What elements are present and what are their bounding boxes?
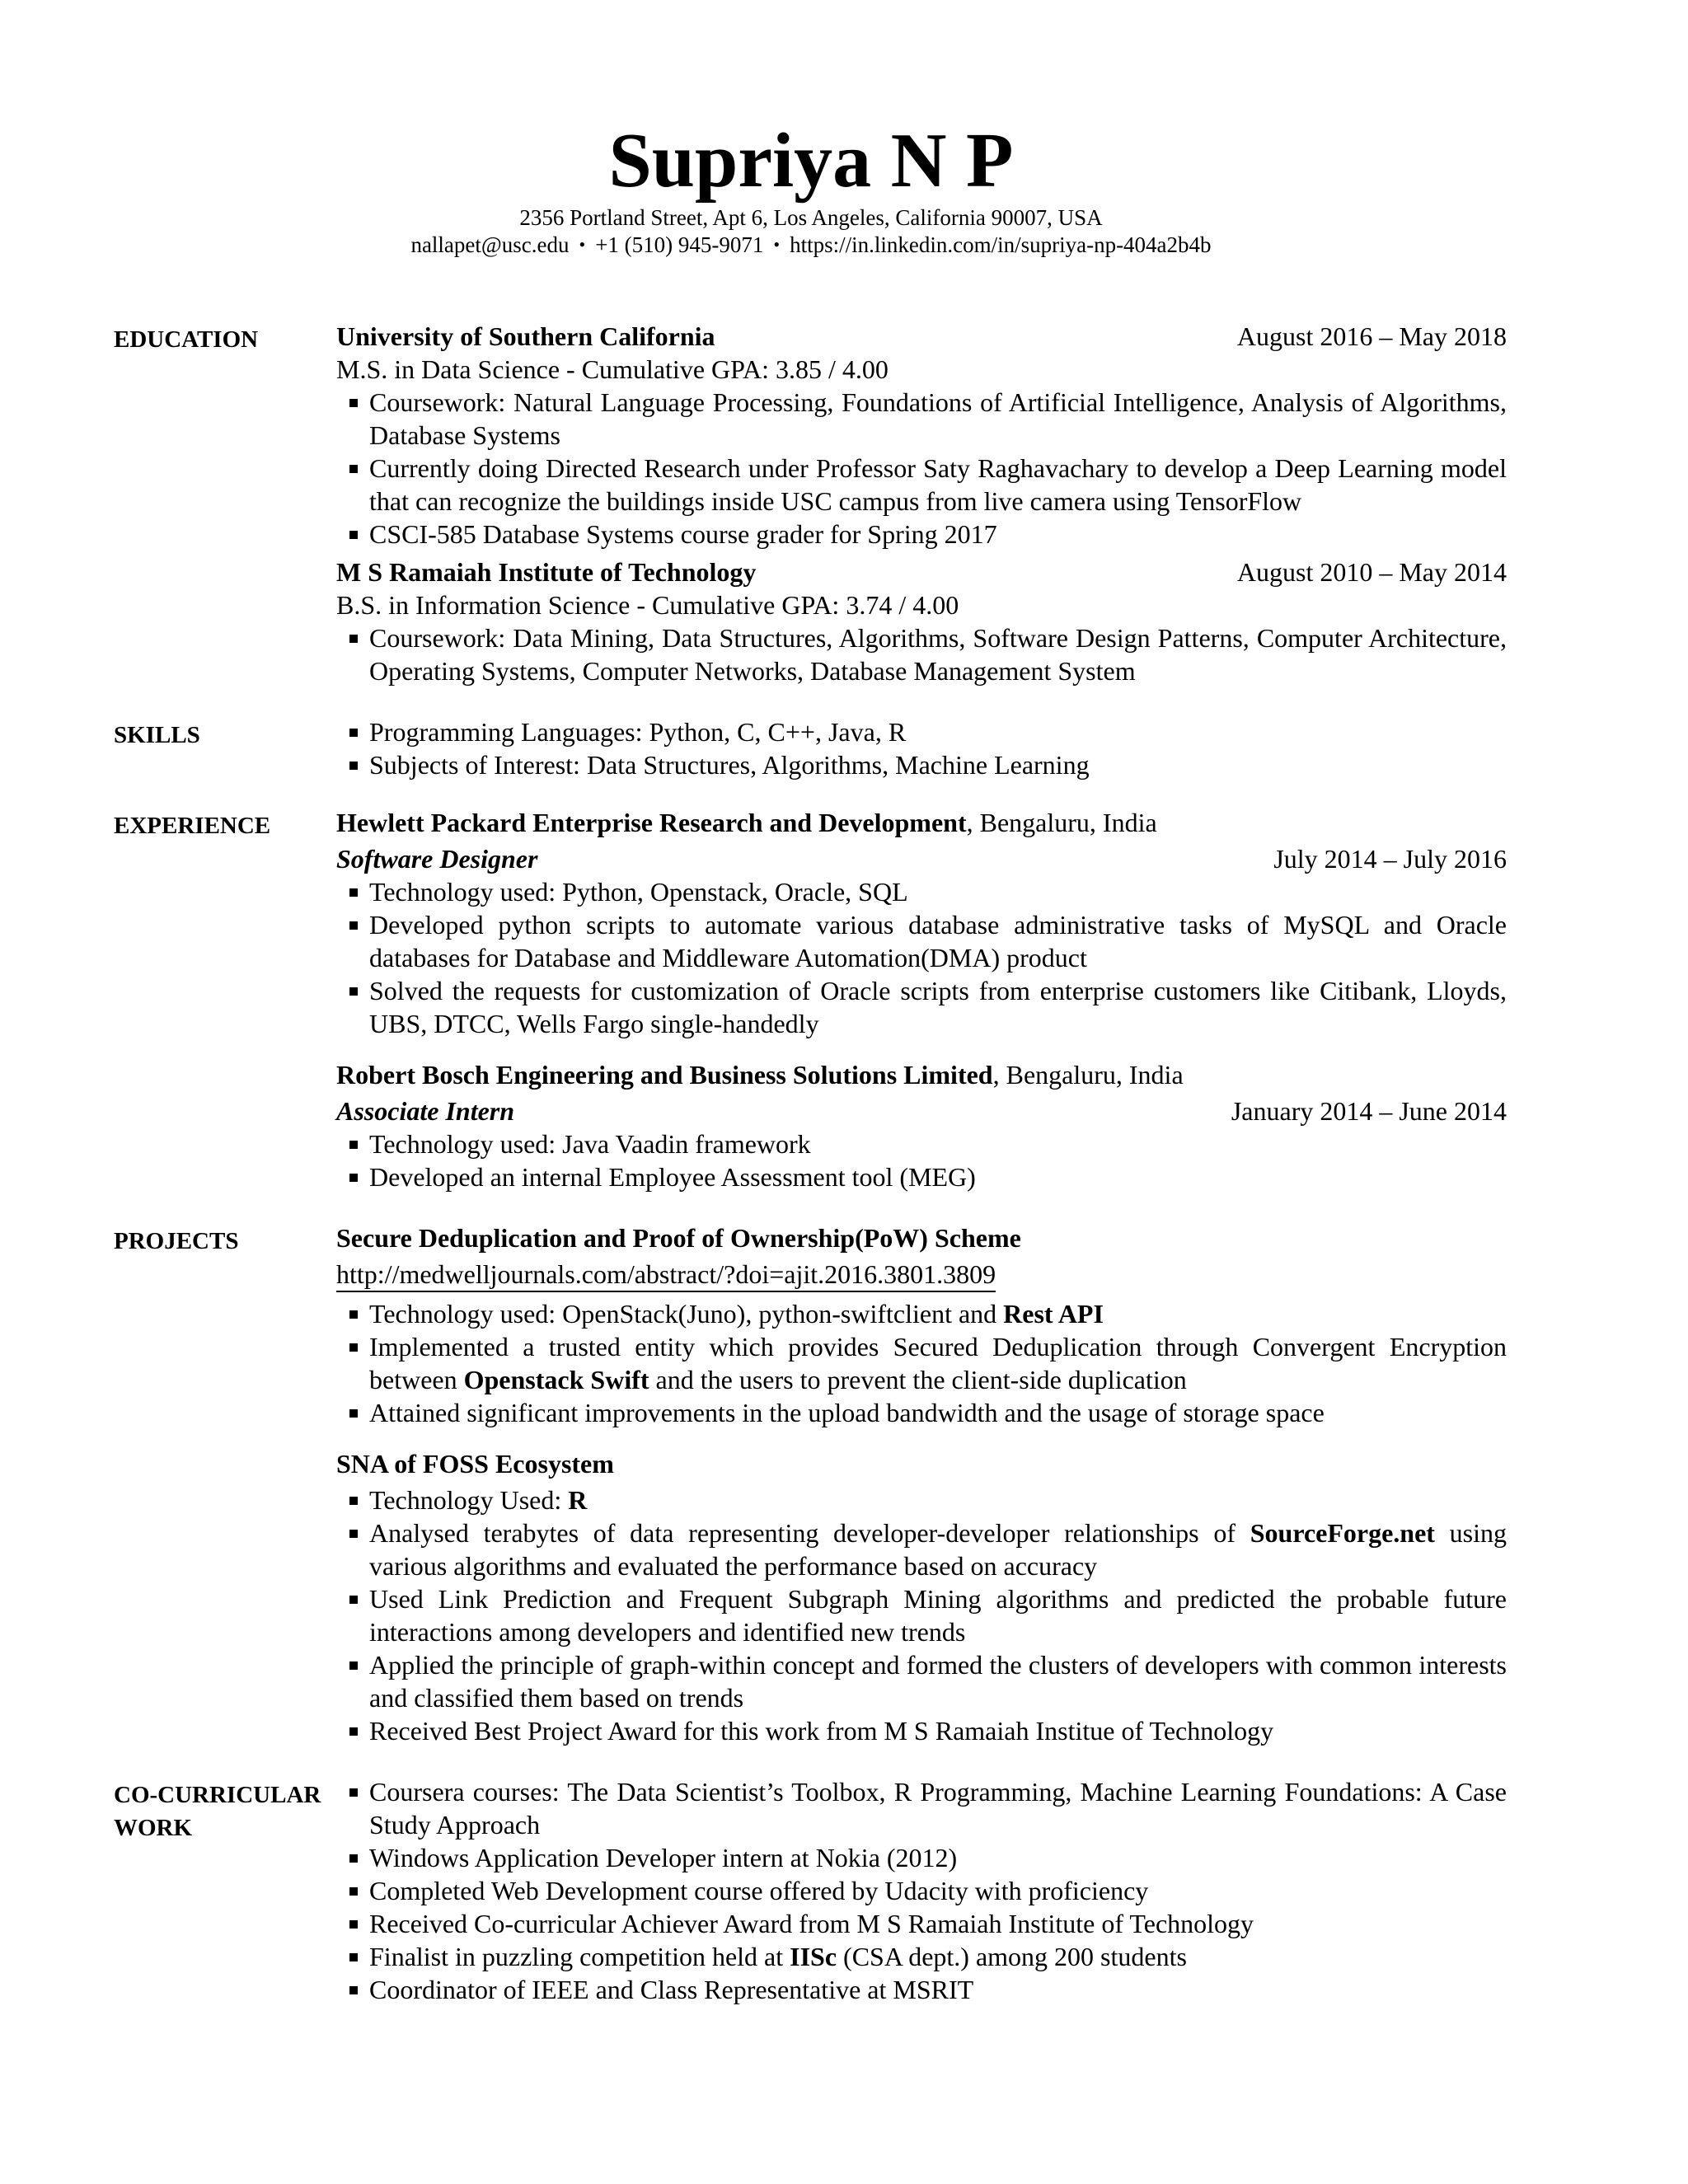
bullet-item: Received Best Project Award for this work from M S Ramaiah Institue of Technology	[336, 1714, 1507, 1747]
section-label-experience: EXPERIENCE	[114, 813, 271, 839]
bullet-text: using various algorithms and evaluated the performance based on accuracy	[369, 1518, 1507, 1581]
experience-body	[336, 806, 1507, 1193]
bullet-item: Completed Web Development course offered by Udacity with proficiency	[336, 1874, 1507, 1907]
section-label-cocurricular	[114, 1779, 345, 1844]
role-header	[336, 842, 1507, 875]
bullet-item: Developed python scripts to automate various database administrative tasks of MySQL and Oracle databases for Database and Middleware Automation(DMA) product	[336, 908, 1507, 974]
bullet-bold-text: R	[568, 1485, 588, 1515]
section-label-education: EDUCATION	[114, 326, 259, 353]
bullet-item: Windows Application Developer intern at Nokia (2012)	[336, 1841, 1507, 1874]
bullet-item	[336, 1940, 1507, 1973]
spacer	[336, 1429, 1507, 1447]
resume-header	[0, 118, 1622, 260]
bullet-text: Technology Used:	[369, 1485, 569, 1515]
date-range: January 2014 – June 2014	[1231, 1096, 1507, 1126]
bullet-item: Technology used: Java Vaadin framework	[336, 1127, 1507, 1160]
linkedin-link[interactable]: https://in.linkedin.com/in/supriya-np-404a2b4b	[790, 232, 1212, 257]
bullet-item	[336, 1297, 1507, 1330]
role-header	[336, 1094, 1507, 1127]
bullet-item: Received Co-curricular Achiever Award from M S Ramaiah Institute of Technology	[336, 1907, 1507, 1940]
degree-line: B.S. in Information Science - Cumulative GPA: 3.74 / 4.00	[336, 590, 959, 620]
email-link[interactable]: nallapet@usc.edu	[410, 232, 570, 257]
spacer	[336, 1040, 1507, 1058]
section-label-skills: SKILLS	[114, 722, 200, 748]
bullet-list	[336, 386, 1507, 551]
institution-name: University of Southern California	[336, 321, 715, 351]
project-link[interactable]: http://medwelljournals.com/abstract/?doi=ajit.2016.3801.3809	[336, 1258, 996, 1292]
bullet-list	[336, 1775, 1507, 2006]
project-title	[336, 1447, 1507, 1483]
bullet-item: Technology used: Python, Openstack, Oracle, SQL	[336, 875, 1507, 908]
projects-body	[336, 1221, 1507, 1747]
company-name: Robert Bosch Engineering and Business Solutions Limited	[336, 1060, 993, 1090]
job-title: Software Designer	[336, 844, 538, 874]
bullet-item: Solved the requests for customization of Oracle scripts from enterprise customers like Citibank, Lloyds, UBS, DTCC, Wells Fargo single-handedly	[336, 974, 1507, 1040]
separator-dot: •	[579, 234, 586, 255]
date-range: August 2016 – May 2018	[1236, 321, 1507, 351]
bullet-bold-text: Openstack Swift	[463, 1365, 649, 1394]
bullet-item	[336, 1516, 1507, 1582]
institution-name: M S Ramaiah Institute of Technology	[336, 557, 757, 587]
bullet-bold-text: IISc	[790, 1942, 837, 1971]
section-label-line: WORK	[114, 1815, 193, 1841]
bullet-list	[336, 875, 1507, 1040]
bullet-item: Subjects of Interest: Data Structures, Algorithms, Machine Learning	[336, 748, 1507, 781]
bullet-text: Finalist in puzzling competition held at	[369, 1942, 790, 1971]
bullet-text: Implemented a trusted entity which provides Secured Deduplication through Convergent Encryption between	[369, 1332, 1507, 1394]
date-range: July 2014 – July 2016	[1273, 844, 1507, 874]
skills-body	[336, 715, 1507, 781]
bullet-text: and the users to prevent the client-side duplication	[649, 1365, 1187, 1394]
bullet-item: Attained significant improvements in the upload bandwidth and the usage of storage space	[336, 1396, 1507, 1429]
bullet-item: Used Link Prediction and Frequent Subgraph Mining algorithms and predicted the probable future interactions among developers and identified new trends	[336, 1582, 1507, 1648]
bullet-item: Currently doing Directed Research under Professor Saty Raghavachary to develop a Deep Learning model that can recognize the buildings inside USC campus from live camera using TensorFlow	[336, 452, 1507, 518]
candidate-name: Supriya N P	[608, 118, 1014, 204]
bullet-bold-text: Rest API	[1003, 1299, 1104, 1329]
bullet-list	[336, 715, 1507, 781]
bullet-item: CSCI-585 Database Systems course grader for Spring 2017	[336, 518, 1507, 551]
bullet-item: Coursework: Natural Language Processing, Foundations of Artificial Intelligence, Analysis of Algorithms, Database Systems	[336, 386, 1507, 452]
bullet-item: Developed an internal Employee Assessment tool (MEG)	[336, 1160, 1507, 1193]
bullet-item: Coordinator of IEEE and Class Representative at MSRIT	[336, 1973, 1507, 2006]
bullet-text: Technology used: OpenStack(Juno), python-swiftclient and	[369, 1299, 1004, 1329]
bullet-item: Coursera courses: The Data Scientist’s Toolbox, R Programming, Machine Learning Foundations: A Case Study Approach	[336, 1775, 1507, 1841]
bullet-list	[336, 1127, 1507, 1193]
bullet-item: Programming Languages: Python, C, C++, Java, R	[336, 715, 1507, 748]
education-body	[336, 320, 1507, 687]
bullet-list	[336, 1483, 1507, 1747]
bullet-item	[336, 1330, 1507, 1396]
phone-number: +1 (510) 945-9071	[595, 232, 764, 257]
bullet-item: Coursework: Data Mining, Data Structures, Algorithms, Software Design Patterns, Computer Architecture, Operating Systems, Computer Networks, Database Management System	[336, 621, 1507, 687]
bullet-item: Applied the principle of graph-within concept and formed the clusters of developers with common interests and classified them based on trends	[336, 1648, 1507, 1714]
bullet-text: (CSA dept.) among 200 students	[837, 1942, 1187, 1971]
project-title-text: Secure Deduplication and Proof of Ownership(PoW) Scheme	[336, 1223, 1021, 1253]
company-name: Hewlett Packard Enterprise Research and Development	[336, 808, 967, 837]
cocurricular-body	[336, 1775, 1507, 2006]
date-range: August 2010 – May 2014	[1236, 557, 1507, 587]
job-title: Associate Intern	[336, 1096, 515, 1126]
degree-line: M.S. in Data Science - Cumulative GPA: 3.85 / 4.00	[336, 354, 889, 384]
company-line	[336, 1058, 1507, 1094]
contact-line	[0, 232, 1622, 260]
bullet-bold-text: SourceForge.net	[1250, 1518, 1435, 1548]
section-label-line: CO-CURRICULAR	[114, 1782, 321, 1808]
address: 2356 Portland Street, Apt 6, Los Angeles, California 90007, USA	[519, 205, 1103, 230]
company-location: , Bengaluru, India	[992, 1060, 1184, 1090]
bullet-list	[336, 621, 1507, 687]
bullet-item	[336, 1483, 1507, 1516]
separator-dot: •	[773, 234, 781, 255]
project-title-text: SNA of FOSS Ecosystem	[336, 1449, 614, 1479]
school-header	[336, 555, 1507, 588]
bullet-list	[336, 1297, 1507, 1429]
company-line	[336, 806, 1507, 842]
school-header	[336, 320, 1507, 353]
section-label-projects: PROJECTS	[114, 1228, 239, 1254]
company-location: , Bengaluru, India	[966, 808, 1157, 837]
bullet-text: Analysed terabytes of data representing developer-developer relationships of	[369, 1518, 1250, 1548]
project-title	[336, 1221, 1507, 1258]
